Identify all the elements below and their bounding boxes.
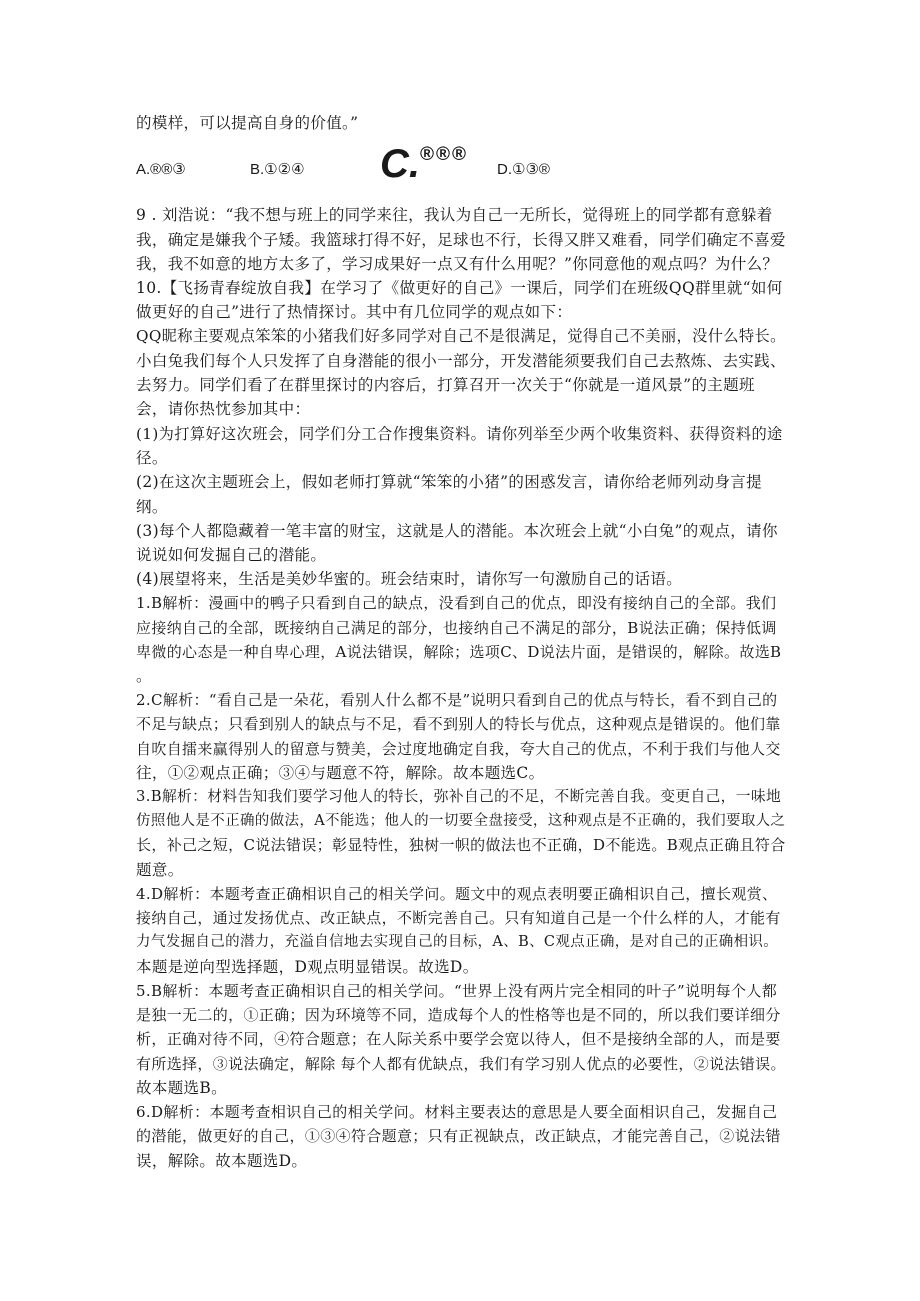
text-line: 10.【飞扬青春绽放自我】在学习了《做更好的自己》一课后，同学们在班级QQ群里就“如何 <box>136 279 783 297</box>
text-line: 接纳自己，通过发扬优点、改正缺点，不断完善自己。只有知道自己是一个什么样的人，才能有 <box>136 909 781 927</box>
text-line: 有所选择，③说法确定，解除 每个人都有优缺点，我们有学习别人优点的必要性，②说法错误。 <box>136 1055 786 1073</box>
text-line: 不足与缺点；只看到别人的缺点与不足，看不到别人的特长与优点，这种观点是错误的。他们靠 <box>136 715 781 733</box>
text-line: 6.D解析：本题考查相识自己的相关学问。材料主要表达的意思是人要全面相识自己，发掘自己 <box>136 1103 778 1121</box>
text-line: 。 <box>136 667 152 685</box>
text-line: 1.B解析：漫画中的鸭子只看到自己的缺点，没看到自己的优点，即没有接纳自己的全部。我们 <box>136 594 777 612</box>
option-d: D.①③® <box>497 161 550 178</box>
text-line: 我，我不如意的地方太多了，学习成果好一点又有什么用呢？”你同意他的观点吗？为什么？ <box>136 255 779 273</box>
option-c-letter: C. <box>380 142 420 186</box>
text-line: 卑微的心态是一种自卑心理，A说法错误，解除；选项C、D说法片面，是错误的，解除。故选B <box>136 643 782 661</box>
text-line: 自吹自擂来赢得别人的留意与赞美，会过度地确定自我，夸大自己的优点，不利于我们与他人交 <box>136 740 781 758</box>
option-c <box>380 140 468 188</box>
text-line: (4)展望将来，生活是美妙华蜜的。班会结束时，请你写一句激励自己的话语。 <box>136 570 683 588</box>
option-a: A.®®③ <box>136 161 186 178</box>
text-line: 说说如何发掘自己的潜能。 <box>136 546 327 564</box>
text-line: 误，解除。故本题选D。 <box>136 1152 308 1170</box>
text-line: 去努力。同学们看了在群里探讨的内容后，打算召开一次关于“你就是一道风景”的主题班 <box>136 376 755 394</box>
text-line: (1)为打算好这次班会，同学们分工合作搜集资料。请你列举至少两个收集资料、获得资料的途 <box>136 425 783 443</box>
text-line: (2)在这次主题班会上，假如老师打算就“笨笨的小猪”的困惑发言，请你给老师列动身言提 <box>136 473 763 491</box>
text-line: 长，补己之短，C说法错误；彰显特性，独树一帜的做法也不正确，D不能选。B观点正确且符合 <box>136 836 786 854</box>
text-line: 故本题选B。 <box>136 1079 227 1097</box>
text-line: 2.C解析：“看自己是一朵花，看别人什么都不是”说明只看到自己的优点与特长，看不到自己的 <box>136 691 778 709</box>
text-line: 径。 <box>136 449 168 467</box>
text-line: 小白兔我们每个人只发挥了自身潜能的很小一部分，开发潜能须要我们自己去熬炼、去实践、 <box>136 352 786 370</box>
text-line: 纲。 <box>136 498 168 516</box>
text-line: 9 . 刘浩说：“我不想与班上的同学来往，我认为自己一无所长，觉得班上的同学都有意躲着 <box>136 206 773 224</box>
text-line: 应接纳自己的全部，既接纳自己满足的部分，也接纳自己不满足的部分，B说法正确；保持低调 <box>136 619 777 637</box>
text-line: (3)每个人都隐藏着一笔丰富的财宝，这就是人的潜能。本次班会上就“小白兔”的观点，请你 <box>136 522 778 540</box>
option-b: B.①②④ <box>250 161 305 178</box>
text-line: QQ昵称主要观点笨笨的小猪我们好多同学对自己不是很满足，觉得自己不美丽，没什么特长。 <box>136 327 786 345</box>
text-line: 的潜能，做更好的自己，①③④符合题意；只有正视缺点，改正缺点，才能完善自己，②说法错 <box>136 1127 781 1145</box>
text-line: 会，请你热忱参加其中： <box>136 400 311 418</box>
text-line: 做更好的自己”进行了热情探讨。其中有几位同学的观点如下： <box>136 303 573 321</box>
text-line: 仿照他人是不正确的做法，A不能选；他人的一切要全盘接受，这种观点是不正确的，我们要取人之 <box>136 813 786 829</box>
text-line: 5.B解析：本题考查正确相识自己的相关学问。“世界上没有两片完全相同的叶子”说明每个人都 <box>136 982 778 1000</box>
text-line: 是独一无二的，①正确；因为环境等不同，造成每个人的性格等也是不同的，所以我们要详细分 <box>136 1006 781 1024</box>
text-line: 力气发掘自己的潜力，充溢自信地去实现自己的目标，A、B、C观点正确，是对自己的正确相识。 <box>136 934 779 950</box>
text-line: 往，①②观点正确；③④与题意不符，解除。故本题选C。 <box>136 764 545 782</box>
text-line: 我，确定是嫌我个子矮。我篮球打得不好，足球也不行，长得又胖又难看，同学们确定不喜爱 <box>136 231 786 249</box>
text-line: 本题是逆向型选择题，D观点明显错误。故选D。 <box>136 958 479 976</box>
text-line: 4.D解析：本题考查正确相识自己的相关学问。题文中的观点表明要正确相识自己，擅长观赏、 <box>136 885 778 903</box>
text-line: 析，正确对待不同，④符合题意；在人际关系中要学会宽以待人，但不是接纳全部的人，而是要 <box>136 1030 781 1048</box>
option-c-marks: ®®® <box>420 144 468 165</box>
text-line: 3.B解析：材料告知我们要学习他人的特长，弥补自己的不足，不断完善自我。变更自己，一味地 <box>136 788 782 805</box>
text-line: 题意。 <box>136 861 184 879</box>
text-line: 的模样，可以提高自身的价值。” <box>136 114 359 132</box>
